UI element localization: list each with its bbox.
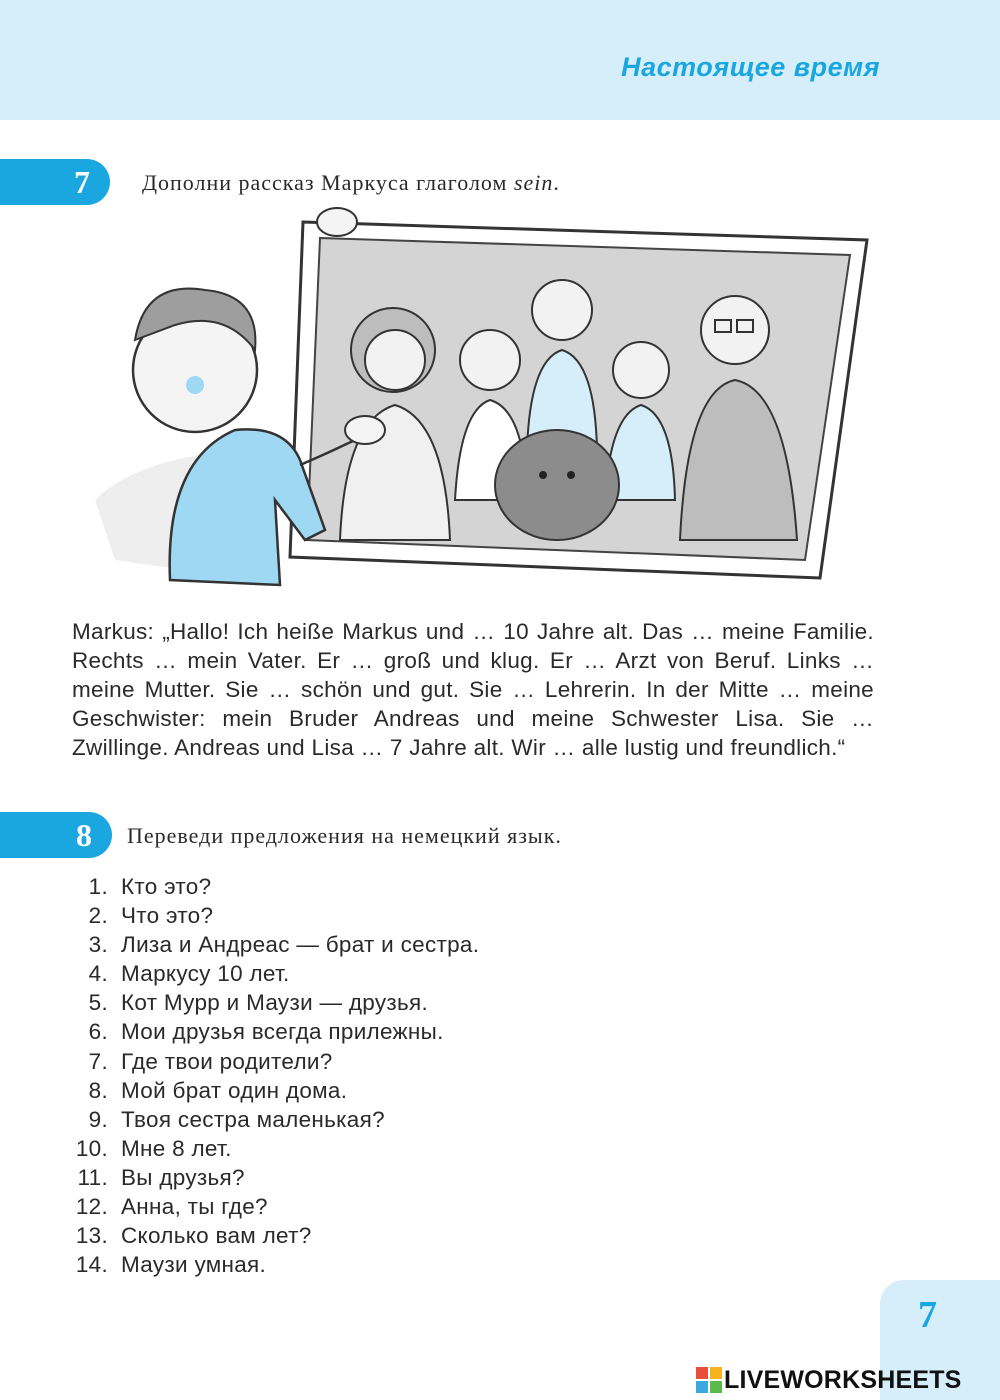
list-item-number: 4. [88,961,108,987]
list-item-number: 5. [88,990,108,1016]
exercise-7-instruction [142,170,560,196]
list-item [72,988,479,1017]
list-item-text: Мои друзья всегда прилежны. [121,1019,444,1045]
exercise-7-badge: 7 [0,159,110,205]
exercise-7-instruction-suffix: . [553,170,560,195]
exercise-8-instruction: Переведи предложения на немецкий язык. [127,823,562,848]
list-item [72,1134,479,1163]
list-item [72,1192,479,1221]
list-item [72,1250,479,1279]
list-item [72,959,479,988]
list-item [72,872,479,901]
list-item-number: 13. [75,1223,108,1249]
page-number: 7 [918,1294,937,1336]
list-item-number: 2. [88,903,108,929]
exercise-7-verb: sein [513,170,554,195]
list-item-number: 8. [88,1077,108,1103]
list-item-number: 3. [88,932,108,958]
list-item-text: Анна, ты где? [121,1194,268,1220]
list-item-text: Маркусу 10 лет. [121,961,290,987]
list-item [72,1076,479,1105]
list-item [72,1017,479,1046]
list-item [72,1047,479,1076]
list-item-number: 14. [75,1252,108,1278]
list-item-number: 1. [88,874,108,899]
list-item-number: 12. [75,1194,108,1220]
list-item [72,930,479,959]
list-item-text: Маузи умная. [121,1252,267,1278]
list-item [72,1221,479,1250]
boy-holding-family-photo-illustration [75,200,875,590]
list-item-text: Где твои родители? [121,1048,333,1074]
list-item-text: Мне 8 лет. [121,1135,232,1161]
list-item-text: Мой брат один дома. [121,1077,348,1103]
list-item-number: 11. [77,1164,108,1190]
list-item-text: Кто это? [121,874,212,899]
list-item-number: 9. [88,1106,108,1132]
watermark [696,1362,962,1398]
exercise-8-sentence-list [72,872,479,1279]
list-item-text: Кот Мурр и Маузи — друзья. [121,990,429,1016]
watermark-text: LIVEWORKSHEETS [724,1365,962,1394]
list-item-number: 6. [88,1019,108,1045]
list-item-text: Что это? [121,903,214,929]
list-item [72,901,479,930]
list-item-text: Твоя сестра маленькая? [121,1106,385,1132]
list-item-number: 7. [88,1048,108,1074]
section-title: Настоящее время [621,52,880,82]
liveworksheets-logo-icon [696,1367,722,1393]
list-item-text: Вы друзья? [121,1164,245,1190]
list-item [72,1163,479,1192]
exercise-7-instruction-prefix: Дополни рассказ Маркуса глаголом [142,170,514,195]
list-item-text: Сколько вам лет? [121,1223,312,1249]
list-item-number: 10. [75,1135,108,1161]
list-item-text: Лиза и Андреас — брат и сестра. [121,932,480,958]
exercise-8-badge: 8 [0,812,112,858]
list-item [72,1105,479,1134]
exercise-7-story-text: Markus: „Hallo! Ich heiße Markus und … 10 Jahre alt. Das … meine Familie. Rechts … mein Vater. Er … groß und klug. Er … Arzt von Beruf. Links … meine Mutter. Sie … schön und gut. Sie … Lehrerin. In der Mitte … meine Geschwister: mein Bruder Andreas und meine Schwester Lisa. Sie … Zwillinge. Andreas und Lisa … 7 Jahre alt. Wir … alle lustig und freundlich.“ [72,619,874,760]
